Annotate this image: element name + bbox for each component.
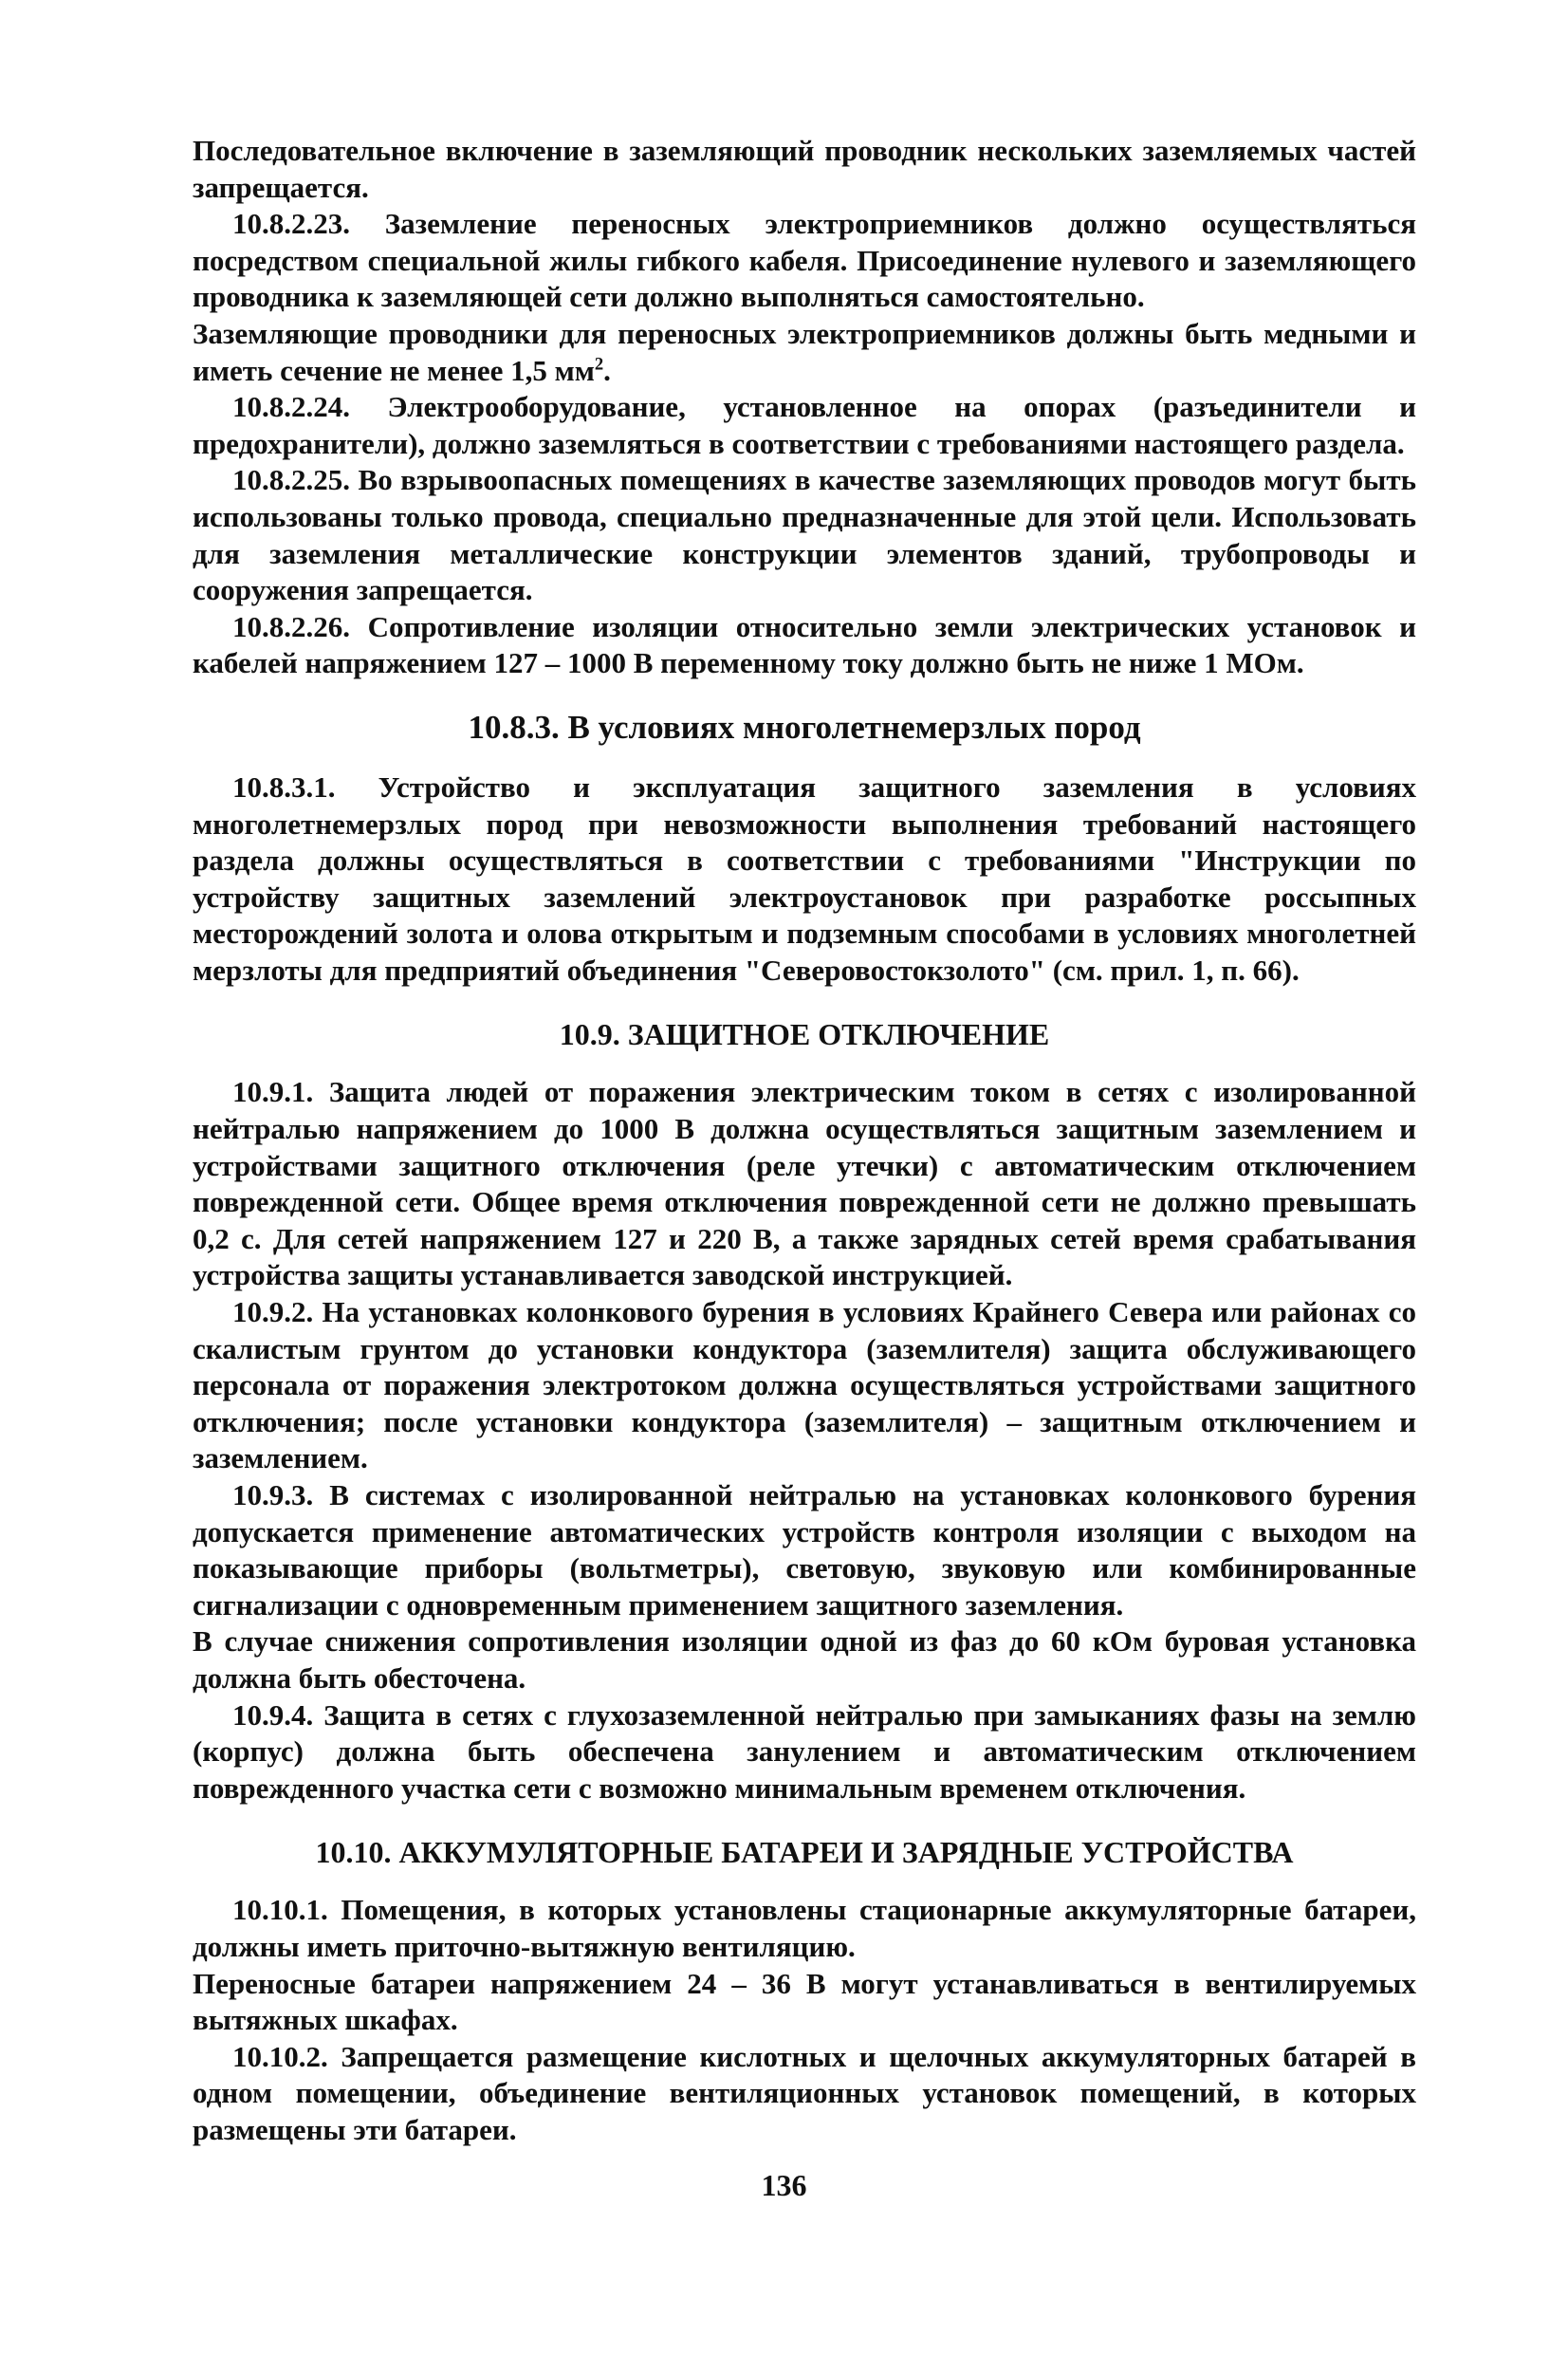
section-heading-10-10: 10.10. АККУМУЛЯТОРНЫЕ БАТАРЕИ И ЗАРЯДНЫЕ УСТРОЙСТВА	[315, 1835, 1294, 1870]
paragraph-10-8-3-1: 10.8.3.1. Устройство и эксплуатация защитного заземления в условиях многолетнемерзлых пород при невозможности выполнения требований настоящего раздела должны осуществляться в соответствии с требованиями "Инструкции по устройству защитных заземлений электроустановок при разработке россыпных месторождений золота и олова открытым и подземным способами в условиях многолетней мерзлоты для предприятий объединения "Северовостокзолото" (см. прил. 1, п. 66).	[193, 769, 1416, 987]
superscript: 2	[594, 354, 604, 375]
paragraph-10-9-4: 10.9.4. Защита в сетях с глухозаземленной нейтралью при замыканиях фазы на землю (корпус) должна быть обеспечена занулением и автоматическим отключением поврежденного участка сети с возможно минимальным временем отключения.	[193, 1697, 1416, 1805]
paragraph-end: .	[603, 353, 611, 387]
paragraph: Переносные батареи напряжением 24 – 36 В могут устанавливаться в вентилируемых вытяжных шкафах.	[193, 1966, 1416, 2037]
paragraph-10-9-1: 10.9.1. Защита людей от поражения электрическим током в сетях с изолированной нейтралью напряжением до 1000 В должна осуществляться защитным заземлением и устройствами защитного отключения (реле утечки) с автоматическим отключением поврежденной сети. Общее время отключения поврежденной сети не должно превышать 0,2 с. Для сетей напряжением 127 и 220 В, а также зарядных сетей время срабатывания устройства защиты устанавливается заводской инструкцией.	[193, 1075, 1416, 1292]
paragraph-10-8-2-26: 10.8.2.26. Сопротивление изоляции относительно земли электрических установок и кабелей напряжением 127 – 1000 В переменному току должно быть не ниже 1 МОм.	[193, 609, 1416, 680]
section-heading-10-8-3: 10.8.3. В условиях многолетнемерзлых пород	[468, 708, 1141, 746]
page-body	[193, 133, 1416, 2149]
paragraph-text: Заземляющие проводники для переносных электроприемников должны быть медными и иметь сечение не менее 1,5 мм	[193, 316, 1416, 387]
paragraph: Последовательное включение в заземляющий проводник нескольких заземляемых частей запрещается.	[193, 134, 1416, 204]
paragraph-conductors	[193, 316, 1416, 389]
paragraph-10-10-2: 10.10.2. Запрещается размещение кислотных и щелочных аккумуляторных батарей в одном помещении, объединение вентиляционных установок помещений, в которых размещены эти батареи.	[193, 2039, 1416, 2146]
paragraph-10-10-1: 10.10.1. Помещения, в которых установлены стационарные аккумуляторные батареи, должны иметь приточно-вытяжную вентиляцию.	[193, 1893, 1416, 1963]
paragraph-10-8-2-24: 10.8.2.24. Электрооборудование, установленное на опорах (разъединители и предохранители), должно заземляться в соответствии с требованиями настоящего раздела.	[193, 390, 1416, 460]
section-heading-10-9: 10.9. ЗАЩИТНОЕ ОТКЛЮЧЕНИЕ	[559, 1017, 1050, 1052]
paragraph-10-9-2: 10.9.2. На установках колонкового бурения в условиях Крайнего Севера или районах со скалистым грунтом до установки кондуктора (заземлителя) защита обслуживающего персонала от поражения электротоком должна осуществляться устройствами защитного отключения; после установки кондуктора (заземлителя) – защитным отключением и заземлением.	[193, 1295, 1416, 1475]
paragraph-10-8-2-25: 10.8.2.25. Во взрывоопасных помещениях в качестве заземляющих проводов могут быть использованы только провода, специально предназначенные для этой цели. Использовать для заземления металлические конструкции элементов зданий, трубопроводы и сооружения запрещается.	[193, 463, 1416, 607]
paragraph-10-8-2-23: 10.8.2.23. Заземление переносных электроприемников должно осуществляться посредством специальной жилы гибкого кабеля. Присоединение нулевого и заземляющего проводника к заземляющей сети должно выполняться самостоятельно.	[193, 207, 1416, 314]
paragraph: В случае снижения сопротивления изоляции одной из фаз до 60 кОм буровая установка должна быть обесточена.	[193, 1624, 1416, 1695]
page-number: 136	[761, 2168, 807, 2202]
paragraph-10-9-3: 10.9.3. В системах с изолированной нейтралью на установках колонкового бурения допускается применение автоматических устройств контроля изоляции с выходом на показывающие приборы (вольтметры), световую, звуковую или комбинированные сигнализации с одновременным применением защитного заземления.	[193, 1478, 1416, 1622]
